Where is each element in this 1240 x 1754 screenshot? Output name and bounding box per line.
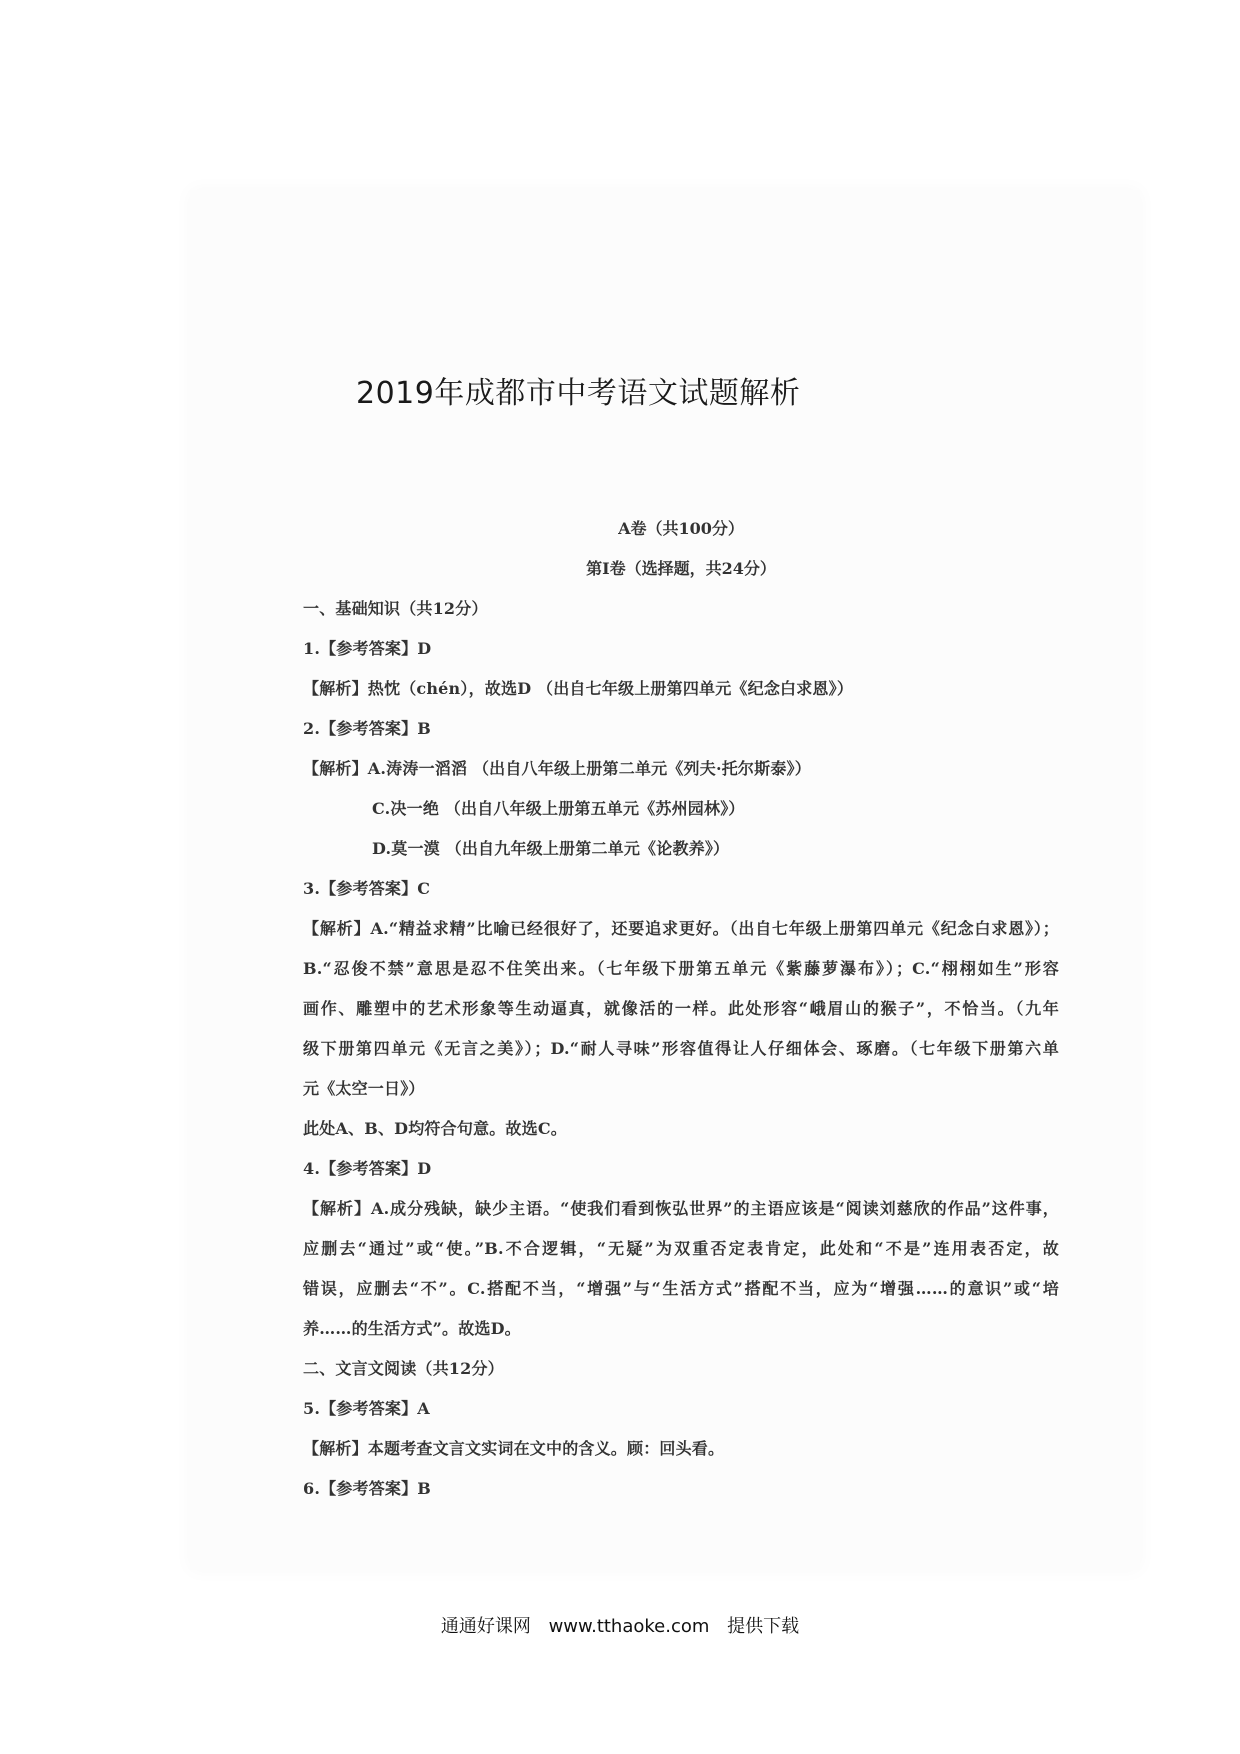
section-1-heading: 一、基础知识（共12分）	[303, 599, 488, 618]
analysis-4-line-2: 应删去“通过”或“使。”B.不合逻辑，“无疑”为双重否定表肯定，此处和“不是”连用表否定，故	[303, 1239, 1059, 1258]
analysis-4-line-4: 养……的生活方式”。故选D。	[303, 1319, 521, 1338]
footer-url[interactable]: www.tthaoke.com	[548, 1616, 710, 1637]
analysis-5: 【解析】本题考查文言文实词在文中的含义。顾：回头看。	[303, 1439, 725, 1458]
footer-site-name: 通通好课网	[440, 1616, 531, 1637]
analysis-2-a: 【解析】A.涛涛一滔滔 （出自八年级上册第二单元《列夫·托尔斯泰》）	[303, 759, 811, 778]
answer-3: 3.【参考答案】C	[303, 879, 431, 898]
footer-provide: 提供下载	[727, 1616, 800, 1637]
answer-5: 5.【参考答案】A	[303, 1399, 430, 1418]
footer-watermark	[0, 1612, 1240, 1638]
answer-4: 4.【参考答案】D	[303, 1159, 432, 1178]
analysis-3-line-2: B.“忍俊不禁”意思是忍不住笑出来。（七年级下册第五单元《紫藤萝瀑布》）；C.“栩栩如生”形容	[303, 959, 1059, 978]
analysis-3-line-3: 画作、雕塑中的艺术形象等生动逼真，就像活的一样。此处形容“峨眉山的猴子”，不恰当。（九年	[303, 999, 1059, 1018]
part-1-heading: 第Ⅰ卷（选择题，共24分）	[586, 559, 776, 578]
analysis-3-line-4: 级下册第四单元《无言之美》）；D.“耐人寻味”形容值得让人仔细体会、琢磨。（七年级下册第六单	[303, 1039, 1059, 1058]
analysis-2-c: C.决一绝 （出自八年级上册第五单元《苏州园林》）	[372, 799, 745, 818]
analysis-3-line-1: 【解析】A.“精益求精”比喻已经很好了，还要追求更好。（出自七年级上册第四单元《纪念白求恩》）；	[303, 919, 1059, 938]
answer-1: 1.【参考答案】D	[303, 639, 432, 658]
section-2-heading: 二、文言文阅读（共12分）	[303, 1359, 504, 1378]
answer-6: 6.【参考答案】B	[303, 1479, 432, 1498]
answer-2: 2.【参考答案】B	[303, 719, 432, 738]
analysis-1: 【解析】热忱（chén），故选D （出自七年级上册第四单元《纪念白求恩》）	[303, 679, 854, 698]
analysis-4-line-1: 【解析】A.成分残缺，缺少主语。“使我们看到恢弘世界”的主语应该是“阅读刘慈欣的作品”这件事，	[303, 1199, 1059, 1218]
analysis-2-d: D.莫一漠 （出自九年级上册第二单元《论教养》）	[372, 839, 730, 858]
analysis-4-line-3: 错误，应删去“不”。C.搭配不当，“增强”与“生活方式”搭配不当，应为“增强……的意识”或“培	[303, 1279, 1059, 1298]
paper-a-heading: A卷（共100分）	[618, 519, 744, 538]
document-title: 2019年成都市中考语文试题解析	[356, 376, 801, 411]
analysis-3-line-5: 元《太空一日》）	[303, 1079, 425, 1098]
analysis-3-conclusion: 此处A、B、D均符合句意。故选C。	[303, 1119, 567, 1138]
